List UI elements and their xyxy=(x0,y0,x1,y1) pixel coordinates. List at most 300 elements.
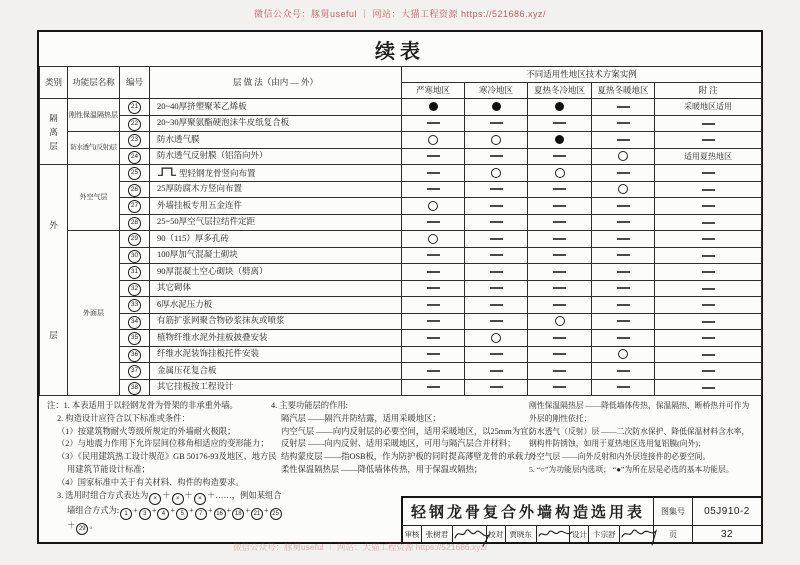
note-line: 2. 构造设计应符合以下标准或条件： xyxy=(57,413,190,423)
mark-none-icon xyxy=(702,271,715,273)
signature-scribble-icon xyxy=(537,526,571,542)
signature-name-2: 贾晓东 xyxy=(506,526,537,542)
mark-none-icon xyxy=(490,205,503,207)
region-mark-cell-4 xyxy=(592,198,655,215)
number-cell xyxy=(120,198,150,215)
header-category: 类别 xyxy=(40,67,68,99)
mark-none-icon xyxy=(617,254,630,256)
function-layer-cell: 刚性保温隔热层 xyxy=(68,99,120,132)
circled-number-icon: 38 xyxy=(128,382,141,395)
circled-number-icon: 29 xyxy=(128,233,141,246)
region-mark-cell-4 xyxy=(592,313,655,330)
category-cell xyxy=(40,165,68,396)
region-mark-cell-1 xyxy=(402,330,465,347)
note-line: 4. 主要功能层的作用: xyxy=(271,401,348,410)
region-mark-cell-4 xyxy=(592,346,655,363)
region-mark-cell-3 xyxy=(528,346,592,363)
title-block-row-1 xyxy=(403,498,761,526)
region-mark-cell-1 xyxy=(402,115,465,132)
header-region-group: 不同适用性地区技术方案实例 xyxy=(402,67,762,83)
mark-optional-icon xyxy=(428,135,438,145)
mark-none-icon xyxy=(617,320,630,322)
number-cell xyxy=(120,330,150,347)
note-line: 外层的刚性依托； xyxy=(529,413,592,423)
circled-number-icon: 5 xyxy=(176,508,188,520)
atlas-number: 05J910-2 xyxy=(692,498,761,525)
region-mark-cell-1 xyxy=(402,99,465,116)
note-cell: 采暖地区适用 xyxy=(655,99,762,116)
mark-none-icon xyxy=(427,353,440,355)
mark-none-icon xyxy=(617,337,630,339)
mark-none-icon xyxy=(702,189,715,191)
signature-row xyxy=(403,526,653,542)
mark-none-icon xyxy=(617,271,630,273)
mark-none-icon xyxy=(490,254,503,256)
number-cell xyxy=(120,346,150,363)
circled-number-icon: 3 xyxy=(139,508,151,520)
mark-none-icon xyxy=(553,337,566,339)
mark-none-icon xyxy=(427,287,440,289)
region-mark-cell-4 xyxy=(592,115,655,132)
number-cell xyxy=(120,231,150,248)
region-mark-cell-1 xyxy=(402,181,465,198)
signature-role-1: 审核 xyxy=(403,526,422,542)
note-line: 隔汽层 ——隔汽并防结露，适用采暖地区； xyxy=(281,413,441,423)
circled-number-icon: 24 xyxy=(128,151,141,164)
region-mark-cell-3 xyxy=(528,330,592,347)
mark-none-icon xyxy=(553,370,566,372)
note-cell xyxy=(655,247,762,264)
number-cell xyxy=(120,247,150,264)
region-mark-cell-1 xyxy=(402,198,465,215)
mark-none-icon xyxy=(553,221,566,223)
circled-number-icon: 21 xyxy=(128,101,141,114)
region-mark-cell-1 xyxy=(402,247,465,264)
table-row xyxy=(40,313,762,330)
method-cell: 金属压花复合板 xyxy=(150,363,402,380)
table-row xyxy=(40,231,762,248)
number-cell xyxy=(120,99,150,116)
note-cell xyxy=(655,379,762,396)
method-cell: 100厚加气混凝土砌块 xyxy=(150,247,402,264)
region-mark-cell-1 xyxy=(402,214,465,231)
circled-number-icon: 4 xyxy=(157,508,169,520)
region-mark-cell-3 xyxy=(528,313,592,330)
signature-role-2: 校对 xyxy=(487,526,506,542)
table-row xyxy=(40,214,762,231)
note-line: 刚性保温隔热层 ——降低墙体传热，保温隔热、断桥热并可作为 xyxy=(529,401,750,410)
mark-none-icon xyxy=(553,287,566,289)
table-row xyxy=(40,247,762,264)
note-line: 3. 选用时组合方式表达为 × ＋ × ＋ × ＋……，例如某组合 xyxy=(47,490,299,505)
region-mark-cell-1 xyxy=(402,231,465,248)
atlas-label: 图集号 xyxy=(653,498,692,525)
circled-number-icon: 34 xyxy=(128,316,141,329)
region-mark-cell-3 xyxy=(528,132,592,149)
region-mark-cell-3 xyxy=(528,379,592,396)
region-mark-cell-2 xyxy=(465,231,528,248)
number-cell xyxy=(120,115,150,132)
mark-none-icon xyxy=(490,287,503,289)
table-row xyxy=(40,280,762,297)
region-mark-cell-2 xyxy=(465,313,528,330)
table-row xyxy=(40,198,762,215)
circled-number-icon: 18 xyxy=(232,508,244,520)
note-cell xyxy=(655,297,762,314)
table-row xyxy=(40,264,762,281)
number-cell xyxy=(120,148,150,165)
mark-none-icon xyxy=(702,387,715,389)
method-cell: 6厚水泥压力板 xyxy=(150,297,402,314)
number-cell xyxy=(120,214,150,231)
region-mark-cell-4 xyxy=(592,165,655,182)
region-mark-cell-4 xyxy=(592,363,655,380)
mark-none-icon xyxy=(617,106,630,108)
mark-none-icon xyxy=(427,304,440,306)
table-row xyxy=(40,330,762,347)
note-cell xyxy=(655,115,762,132)
table-row xyxy=(40,115,762,132)
note-cell xyxy=(655,231,762,248)
method-cell: 25~50厚空气层拉结件定距 xyxy=(150,214,402,231)
mark-optional-icon xyxy=(491,135,501,145)
mark-none-icon xyxy=(553,155,566,157)
number-cell xyxy=(120,297,150,314)
header-region-4: 夏热冬暖地区 xyxy=(592,83,655,99)
mark-none-icon xyxy=(702,354,715,356)
method-cell: 其它挂板按工程设计 xyxy=(150,379,402,396)
region-mark-cell-1 xyxy=(402,165,465,182)
region-mark-cell-1 xyxy=(402,280,465,297)
table-row xyxy=(40,132,762,149)
mark-none-icon xyxy=(702,139,715,141)
mark-optional-icon xyxy=(428,201,438,211)
note-cell xyxy=(655,280,762,297)
region-mark-cell-3 xyxy=(528,198,592,215)
mark-none-icon xyxy=(490,386,503,388)
header-number: 编号 xyxy=(120,67,150,99)
circled-number-icon: 30 xyxy=(128,250,141,263)
mark-none-icon xyxy=(490,353,503,355)
region-mark-cell-2 xyxy=(465,379,528,396)
mark-none-icon xyxy=(490,221,503,223)
mark-required-icon xyxy=(555,102,564,111)
note-cell xyxy=(655,181,762,198)
circled-number-icon: 28 xyxy=(128,217,141,230)
mark-none-icon xyxy=(427,155,440,157)
circled-number-icon: 16 xyxy=(214,508,226,520)
method-cell: 有筋扩张网聚合物砂浆抹灰或喷浆 xyxy=(150,313,402,330)
circled-number-icon: 26 xyxy=(128,184,141,197)
mark-none-icon xyxy=(702,288,715,290)
circled-number-icon: 33 xyxy=(128,299,141,312)
region-mark-cell-3 xyxy=(528,148,592,165)
region-mark-cell-2 xyxy=(465,132,528,149)
region-mark-cell-3 xyxy=(528,165,592,182)
mark-none-icon xyxy=(702,321,715,323)
mark-none-icon xyxy=(702,255,715,257)
mark-none-icon xyxy=(553,353,566,355)
note-cell xyxy=(655,363,762,380)
region-mark-cell-1 xyxy=(402,264,465,281)
region-mark-cell-4 xyxy=(592,181,655,198)
category-label: 隔 离 层 xyxy=(49,112,58,151)
note-line: （3）《民用建筑热工设计规范》GB 50176-93及地区、地方民 xyxy=(57,452,277,462)
method-cell: 90（115）厚多孔砖 xyxy=(150,231,402,248)
circled-number-icon: 1 xyxy=(120,508,132,520)
note-line: 墙组合方式为: 1 + 3 + 4 + 5 + 7 + 16 + 18 + 21 + 25 xyxy=(47,505,299,520)
mark-none-icon xyxy=(702,304,715,306)
mark-none-icon xyxy=(427,254,440,256)
mark-none-icon xyxy=(427,122,440,124)
note-cell xyxy=(655,198,762,215)
region-mark-cell-4 xyxy=(592,148,655,165)
table-row xyxy=(40,181,762,198)
mark-none-icon xyxy=(702,205,715,207)
mark-none-icon xyxy=(427,370,440,372)
mark-required-icon xyxy=(492,102,501,111)
category-label: 外 层 xyxy=(49,219,58,341)
region-mark-cell-3 xyxy=(528,280,592,297)
mark-none-icon xyxy=(617,139,630,141)
method-cell: 型轻钢龙骨竖向布置 xyxy=(150,165,402,182)
note-cell xyxy=(655,214,762,231)
function-layer-cell: 外面层 xyxy=(68,231,120,396)
note-line: ＋ 29 。 xyxy=(47,520,299,535)
header-region-1: 严寒地区 xyxy=(402,83,465,99)
mark-none-icon xyxy=(702,172,715,174)
note-cell: 适用夏热地区 xyxy=(655,148,762,165)
watermark-top: 微信公众号：豚舅useful ｜ 网站：大猫工程资源 https://521686.xyz/ xyxy=(253,9,547,19)
mark-optional-icon xyxy=(491,168,501,178)
notes-column-3 xyxy=(529,400,759,477)
mark-none-icon xyxy=(427,337,440,339)
circled-number-icon: 36 xyxy=(128,349,141,362)
mark-required-icon xyxy=(429,102,438,111)
table-row xyxy=(40,148,762,165)
header-region-3: 夏热冬冷地区 xyxy=(528,83,592,99)
method-cell: 植物纤维水泥外挂板披叠安装 xyxy=(150,330,402,347)
note-line: （1）按建筑物耐火等级所规定的外墙耐火极限； xyxy=(57,426,236,436)
circled-number-icon: 23 xyxy=(128,134,141,147)
region-mark-cell-2 xyxy=(465,214,528,231)
region-mark-cell-4 xyxy=(592,330,655,347)
region-mark-cell-4 xyxy=(592,264,655,281)
mark-none-icon xyxy=(490,370,503,372)
region-mark-cell-4 xyxy=(592,99,655,116)
region-mark-cell-2 xyxy=(465,115,528,132)
number-cell xyxy=(120,379,150,396)
mark-none-icon xyxy=(617,304,630,306)
mark-none-icon xyxy=(490,304,503,306)
circled-number-icon: 31 xyxy=(128,266,141,279)
number-cell xyxy=(120,313,150,330)
mark-optional-icon xyxy=(618,151,628,161)
region-mark-cell-3 xyxy=(528,363,592,380)
region-mark-cell-3 xyxy=(528,99,592,116)
region-mark-cell-2 xyxy=(465,148,528,165)
note-line: 结构蒙皮层 ——指OSB板，作为防护板的同时提高薄壁龙骨的承载力； xyxy=(281,452,540,462)
circled-number-icon: 7 xyxy=(195,508,207,520)
region-mark-cell-1 xyxy=(402,346,465,363)
region-mark-cell-3 xyxy=(528,297,592,314)
circled-number-icon: 29 xyxy=(76,523,88,535)
number-cell xyxy=(120,181,150,198)
circled-number-icon: × xyxy=(172,493,184,505)
table-row xyxy=(40,165,762,182)
note-cell xyxy=(655,313,762,330)
mark-none-icon xyxy=(702,123,715,125)
circled-number-icon: × xyxy=(149,493,161,505)
document-sheet xyxy=(37,30,763,544)
circled-number-icon: 25 xyxy=(128,167,141,180)
region-mark-cell-3 xyxy=(528,181,592,198)
category-cell xyxy=(40,99,68,165)
region-mark-cell-3 xyxy=(528,264,592,281)
number-cell xyxy=(120,280,150,297)
title-block xyxy=(401,496,761,542)
note-cell xyxy=(655,132,762,149)
region-mark-cell-3 xyxy=(528,247,592,264)
region-mark-cell-4 xyxy=(592,214,655,231)
table-row xyxy=(40,379,762,396)
region-mark-cell-2 xyxy=(465,346,528,363)
number-cell xyxy=(120,132,150,149)
region-mark-cell-2 xyxy=(465,297,528,314)
method-cell: 90厚混凝土空心砌块（劈离） xyxy=(150,264,402,281)
header-layer-name: 功能层名称 xyxy=(68,67,120,99)
method-cell: 防水透气膜 xyxy=(150,132,402,149)
mark-none-icon xyxy=(702,222,715,224)
table-header xyxy=(40,67,762,99)
region-mark-cell-1 xyxy=(402,132,465,149)
region-mark-cell-2 xyxy=(465,363,528,380)
mark-none-icon xyxy=(617,238,630,240)
number-cell xyxy=(120,165,150,182)
note-line: （4）国家标准中关于有关材料、构件的构造要求。 xyxy=(57,477,244,487)
mark-none-icon xyxy=(553,205,566,207)
steel-keel-profile-icon xyxy=(157,166,177,177)
circled-number-icon: 22 xyxy=(128,118,141,131)
mark-optional-icon xyxy=(491,333,501,343)
signature-name-1: 张树君 xyxy=(422,526,453,542)
note-cell xyxy=(655,346,762,363)
page-number: 32 xyxy=(692,526,761,542)
header-method: 层 做 法（由内 — 外） xyxy=(150,67,402,99)
region-mark-cell-4 xyxy=(592,247,655,264)
mark-none-icon xyxy=(617,386,630,388)
mark-none-icon xyxy=(427,386,440,388)
circled-number-icon: 35 xyxy=(128,332,141,345)
mark-none-icon xyxy=(553,122,566,124)
table-row xyxy=(40,346,762,363)
mark-none-icon xyxy=(617,287,630,289)
region-mark-cell-1 xyxy=(402,363,465,380)
circled-number-icon: 32 xyxy=(128,283,141,296)
table-row xyxy=(40,363,762,380)
region-mark-cell-2 xyxy=(465,99,528,116)
mark-none-icon xyxy=(427,172,440,174)
note-line: 防水透气（反射）层 ——二次防水保护、降低保温材料含水率， xyxy=(529,426,750,436)
mark-none-icon xyxy=(617,205,630,207)
note-line: （2）与地震力作用下允许层间位移角相适应的变形能力； xyxy=(57,439,269,449)
function-layer-cell: 防水透气(反射)层 xyxy=(68,132,120,165)
mark-none-icon xyxy=(427,320,440,322)
note-line: 用建筑节能设计标准； xyxy=(67,464,150,474)
note-cell xyxy=(655,264,762,281)
note-line: 柔性保温隔热层 ——降低墙体传热，用于保温或隔热； xyxy=(281,464,483,474)
method-cell: 外墙挂板专用五金连件 xyxy=(150,198,402,215)
mark-required-icon xyxy=(555,135,564,144)
method-cell: 纤维水泥装饰挂板托件安装 xyxy=(150,346,402,363)
note-line: 钢构件防锈蚀，如用于夏热地区选用复铝膜(向外)； xyxy=(529,439,706,449)
mark-none-icon xyxy=(702,337,715,339)
table-title: 续表 xyxy=(375,40,425,63)
mark-optional-icon xyxy=(618,184,628,194)
region-mark-cell-2 xyxy=(465,165,528,182)
table-row xyxy=(40,297,762,314)
note-line: 注：1. 本表适用于以轻钢龙骨为骨架的非承重外墙。 xyxy=(47,401,238,410)
note-cell xyxy=(655,165,762,182)
mark-none-icon xyxy=(427,221,440,223)
region-mark-cell-1 xyxy=(402,379,465,396)
region-mark-cell-2 xyxy=(465,198,528,215)
signature-role-3: 设计 xyxy=(570,526,589,542)
region-mark-cell-2 xyxy=(465,264,528,281)
region-mark-cell-3 xyxy=(528,214,592,231)
page-label: 页 xyxy=(653,526,692,542)
region-mark-cell-4 xyxy=(592,379,655,396)
region-mark-cell-1 xyxy=(402,313,465,330)
region-mark-cell-2 xyxy=(465,330,528,347)
region-mark-cell-4 xyxy=(592,280,655,297)
method-cell: 25厚防腐木方竖向布置 xyxy=(150,181,402,198)
mark-none-icon xyxy=(553,386,566,388)
circled-number-icon: 21 xyxy=(251,508,263,520)
mark-none-icon xyxy=(427,188,440,190)
mark-none-icon xyxy=(553,271,566,273)
circled-number-icon: × xyxy=(194,493,206,505)
region-mark-cell-1 xyxy=(402,297,465,314)
note-line: 5. “○”为功能层内选项； “●”为所在层是必选的基本功能层。 xyxy=(529,464,734,474)
note-line: 外空气层 ——向外反射和内外层连接件的必要空间。 xyxy=(529,452,711,462)
region-mark-cell-4 xyxy=(592,231,655,248)
mark-none-icon xyxy=(617,172,630,174)
note-line: 反射层 ——向内反射、适用采暖地区，可用与隔汽层合并材料； xyxy=(281,439,516,449)
notes-column-1 xyxy=(47,400,299,535)
title-block-row-2 xyxy=(403,526,761,542)
mark-none-icon xyxy=(427,271,440,273)
notes-column-2 xyxy=(271,400,547,477)
method-cell: 其它砌体 xyxy=(150,280,402,297)
circled-number-icon: 25 xyxy=(270,508,282,520)
mark-optional-icon xyxy=(555,168,565,178)
region-mark-cell-2 xyxy=(465,181,528,198)
note-line: 内空气层 ——向内反射层的必要空间，适用采暖地区，以25mm为宜； xyxy=(281,426,537,436)
mark-none-icon xyxy=(617,221,630,223)
circled-number-icon: 27 xyxy=(128,200,141,213)
circled-number-icon: 37 xyxy=(128,365,141,378)
signature-name-3: 卞宗舒 xyxy=(589,526,620,542)
region-mark-cell-2 xyxy=(465,280,528,297)
mark-none-icon xyxy=(702,238,715,240)
mark-none-icon xyxy=(553,188,566,190)
mark-none-icon xyxy=(553,238,566,240)
region-mark-cell-2 xyxy=(465,247,528,264)
mark-none-icon xyxy=(490,238,503,240)
table-row xyxy=(40,99,762,116)
mark-none-icon xyxy=(490,122,503,124)
